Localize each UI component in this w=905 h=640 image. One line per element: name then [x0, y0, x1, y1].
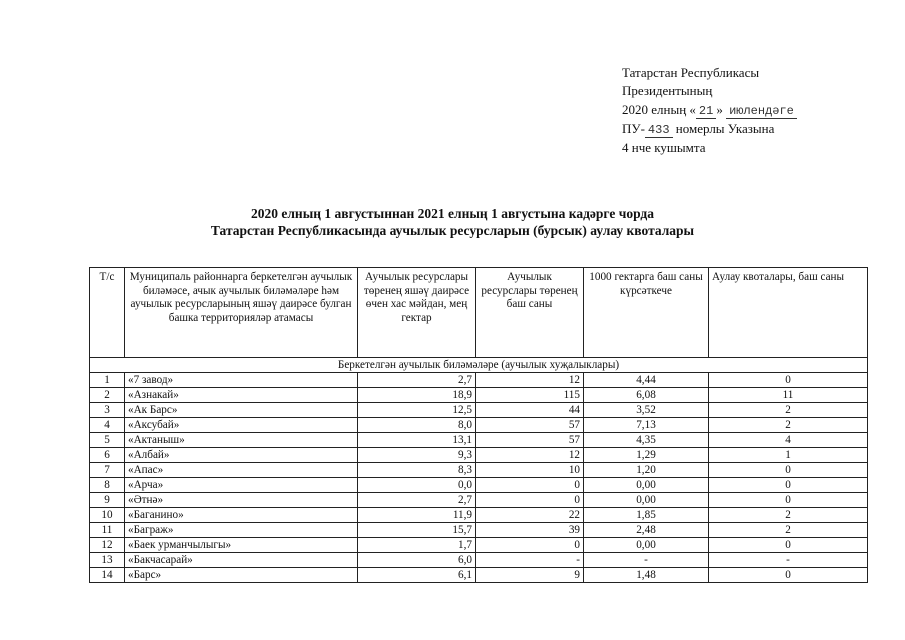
cell-population: 44: [476, 403, 584, 418]
cell-population: 39: [476, 523, 584, 538]
handwritten-day: 21: [696, 104, 716, 119]
cell-density: 0,00: [584, 493, 709, 508]
cell-habitat-area: 11,9: [358, 508, 476, 523]
cell-habitat-area: 13,1: [358, 433, 476, 448]
cell-habitat-area: 8,3: [358, 463, 476, 478]
cell-population: 22: [476, 508, 584, 523]
cell-habitat-area: 2,7: [358, 493, 476, 508]
cell-row-number: 1: [90, 373, 125, 388]
cell-territory-name: «Актаныш»: [125, 433, 358, 448]
cell-quota: 4: [709, 433, 868, 448]
table-row: [90, 463, 868, 478]
decree-suffix: номерлы Указына: [672, 120, 775, 136]
table-row: [90, 523, 868, 538]
cell-density: 6,08: [584, 388, 709, 403]
cell-density: -: [584, 553, 709, 568]
header-line-1: Татарстан Республикасы: [622, 65, 760, 80]
cell-habitat-area: 6,1: [358, 568, 476, 583]
cell-row-number: 14: [90, 568, 125, 583]
cell-quota: 2: [709, 508, 868, 523]
header-line-5: 4 нче кушымта: [622, 140, 706, 156]
date-prefix: 2020 елның «: [622, 101, 696, 117]
cell-territory-name: «Азнакай»: [125, 388, 358, 403]
cell-quota: 0: [709, 568, 868, 583]
cell-quota: 2: [709, 403, 868, 418]
date-mid: »: [716, 101, 723, 117]
cell-quota: 11: [709, 388, 868, 403]
cell-population: 57: [476, 433, 584, 448]
cell-row-number: 5: [90, 433, 125, 448]
header-territory-name: Муниципаль районнарга беркетелгән аучылык биләмәсе, ачык аучылык биләмәләре һәм аучылык ресурсларының яшәү даирәсе булган башка территорияләр атамасы: [125, 268, 358, 358]
cell-row-number: 2: [90, 388, 125, 403]
cell-quota: 0: [709, 463, 868, 478]
cell-habitat-area: 2,7: [358, 373, 476, 388]
cell-quota: 0: [709, 373, 868, 388]
cell-quota: 2: [709, 523, 868, 538]
cell-population: -: [476, 553, 584, 568]
cell-row-number: 3: [90, 403, 125, 418]
cell-quota: 2: [709, 418, 868, 433]
cell-territory-name: «Аксубай»: [125, 418, 358, 433]
table-row: [90, 493, 868, 508]
table-row: [90, 568, 868, 583]
cell-population: 12: [476, 448, 584, 463]
cell-row-number: 9: [90, 493, 125, 508]
section-row: [90, 358, 868, 373]
cell-population: 115: [476, 388, 584, 403]
cell-territory-name: «Барс»: [125, 568, 358, 583]
decree-prefix: ПУ-: [622, 120, 645, 136]
cell-density: 1,29: [584, 448, 709, 463]
table-header-row: [90, 268, 868, 358]
header-line-2: Президентының: [622, 83, 713, 99]
cell-population: 0: [476, 493, 584, 508]
cell-row-number: 6: [90, 448, 125, 463]
header-population: Аучылык ресурслары төренең баш саны: [476, 268, 584, 358]
cell-row-number: 10: [90, 508, 125, 523]
cell-territory-name: «Әтнә»: [125, 493, 358, 508]
table-row: [90, 403, 868, 418]
cell-row-number: 4: [90, 418, 125, 433]
cell-density: 0,00: [584, 538, 709, 553]
table-row: [90, 478, 868, 493]
appendix-header: [622, 64, 797, 157]
cell-territory-name: «Баганино»: [125, 508, 358, 523]
cell-territory-name: «Албай»: [125, 448, 358, 463]
table-row: [90, 418, 868, 433]
cell-territory-name: «Баграж»: [125, 523, 358, 538]
document-title: [0, 205, 905, 239]
cell-habitat-area: 18,9: [358, 388, 476, 403]
table-row: [90, 538, 868, 553]
header-line-4: [622, 120, 797, 139]
cell-habitat-area: 9,3: [358, 448, 476, 463]
cell-population: 0: [476, 538, 584, 553]
cell-population: 9: [476, 568, 584, 583]
title-line-2: Татарстан Республикасында аучылык ресурсларын (бурсык) аулау квоталары: [210, 223, 695, 238]
header-quota: Аулау квоталары, баш саны: [709, 268, 868, 358]
cell-population: 57: [476, 418, 584, 433]
header-habitat-area: Аучылык ресурслары төренең яшәү даирәсе өчен хас мәйдан, мең гектар: [358, 268, 476, 358]
table-row: [90, 388, 868, 403]
cell-habitat-area: 6,0: [358, 553, 476, 568]
cell-territory-name: «Арча»: [125, 478, 358, 493]
cell-territory-name: «Апас»: [125, 463, 358, 478]
cell-habitat-area: 15,7: [358, 523, 476, 538]
cell-density: 1,48: [584, 568, 709, 583]
cell-territory-name: «Бакчасарай»: [125, 553, 358, 568]
cell-row-number: 13: [90, 553, 125, 568]
header-line-3: [622, 101, 797, 120]
cell-quota: 0: [709, 493, 868, 508]
handwritten-month: июлендәге: [726, 104, 797, 119]
table-row: [90, 553, 868, 568]
cell-density: 7,13: [584, 418, 709, 433]
table-row: [90, 373, 868, 388]
cell-habitat-area: 8,0: [358, 418, 476, 433]
cell-row-number: 8: [90, 478, 125, 493]
cell-habitat-area: 1,7: [358, 538, 476, 553]
cell-density: 1,85: [584, 508, 709, 523]
cell-quota: 0: [709, 538, 868, 553]
cell-territory-name: «Баек урманчылыгы»: [125, 538, 358, 553]
cell-quota: 0: [709, 478, 868, 493]
cell-territory-name: «7 завод»: [125, 373, 358, 388]
cell-row-number: 7: [90, 463, 125, 478]
cell-density: 1,20: [584, 463, 709, 478]
cell-row-number: 11: [90, 523, 125, 538]
cell-habitat-area: 0,0: [358, 478, 476, 493]
table-row: [90, 433, 868, 448]
cell-population: 12: [476, 373, 584, 388]
cell-density: 3,52: [584, 403, 709, 418]
cell-density: 4,35: [584, 433, 709, 448]
cell-density: 2,48: [584, 523, 709, 538]
cell-quota: 1: [709, 448, 868, 463]
cell-habitat-area: 12,5: [358, 403, 476, 418]
cell-row-number: 12: [90, 538, 125, 553]
header-density: 1000 гектарга баш саны күрсәткече: [584, 268, 709, 358]
table-row: [90, 448, 868, 463]
cell-population: 0: [476, 478, 584, 493]
cell-quota: -: [709, 553, 868, 568]
handwritten-decree-number: 433: [645, 123, 673, 138]
cell-density: 0,00: [584, 478, 709, 493]
cell-population: 10: [476, 463, 584, 478]
header-index: Т/с: [90, 268, 125, 358]
quota-table: [89, 267, 868, 583]
section-label: Беркетелгән аучылык биләмәләре (аучылык хуҗалыклары): [90, 358, 868, 373]
table-row: [90, 508, 868, 523]
cell-territory-name: «Ак Барс»: [125, 403, 358, 418]
cell-density: 4,44: [584, 373, 709, 388]
title-line-1: 2020 елның 1 августыннан 2021 елның 1 августына кадәрге чорда: [250, 206, 655, 221]
